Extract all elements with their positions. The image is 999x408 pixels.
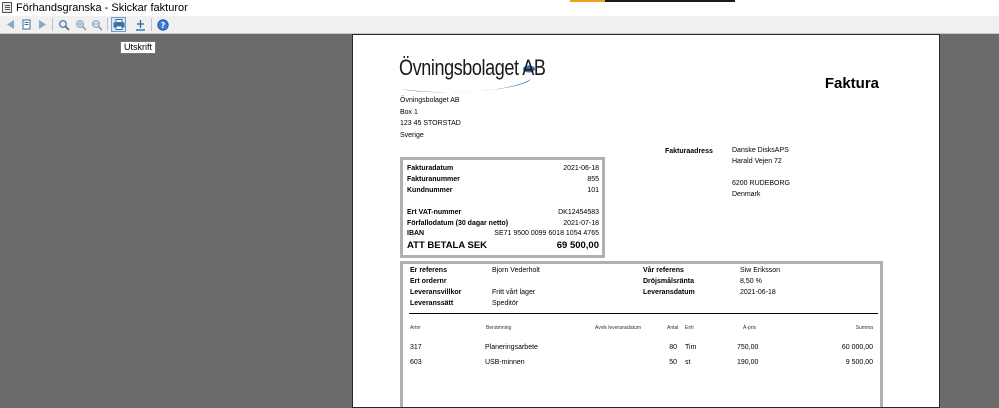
ref-label: Leveransdatum [643,289,695,296]
ref-label: Er referens [410,267,447,274]
window-title: Förhandsgranska - Skickar fakturor [16,2,188,14]
info-value: DK12454583 [558,209,599,216]
ref-value: Siw Eriksson [740,267,781,274]
total-label: ATT BETALA SEK [407,240,488,251]
help-icon[interactable] [155,17,170,32]
document-icon [2,2,12,13]
line-artnr: 317 [410,344,422,351]
export-icon[interactable] [133,17,148,32]
toolbar-separator [107,18,108,31]
ref-label: Leveransvillkor [410,289,462,296]
info-row [407,165,599,175]
info-row [407,187,599,197]
ref-row [410,289,640,299]
ref-row [643,267,873,277]
next-page-icon[interactable] [35,17,50,32]
printer-icon[interactable] [111,17,126,32]
line-apris: 750,00 [737,344,759,351]
ref-row [643,289,873,299]
toolbar-separator [151,18,152,31]
ref-row [410,267,640,277]
total-row [407,240,599,253]
line-antal: 80 [669,344,677,351]
document-title: Faktura [824,75,879,92]
sender-line1: Box 1 [400,108,418,116]
column-header-summa: Summa [855,325,873,331]
title-bar [0,0,999,16]
column-header-avvik: Avvik leveransdatum [595,325,642,331]
info-value: 2021-07-18 [563,220,599,227]
sender-address [400,95,461,141]
info-value: SE71 9500 0099 6018 1054 4765 [494,230,599,237]
info-value: 855 [587,176,599,183]
total-value: 69 500,00 [556,240,599,251]
sender-country: Sverige [400,131,424,139]
title-accent-dark [605,0,735,2]
ref-value: Fritt vårt lager [492,289,536,296]
toolbar-separator [52,18,53,31]
invoice-info-box [400,157,605,258]
address-label: Fakturaadress [665,148,713,155]
svg-text:?: ? [160,20,165,30]
line-summa: 60 000,00 [841,344,873,351]
logo-text: Övningsbolaget AB [399,55,546,80]
info-label: Kundnummer [407,187,453,194]
zoom-in-icon[interactable] [73,17,88,32]
billing-address [732,145,790,200]
info-label: Fakturanummer [407,176,460,183]
title-accent [570,0,605,2]
divider [409,313,878,314]
line-artnr: 603 [410,359,422,366]
company-logo [399,55,546,95]
info-label: Förfallodatum (30 dagar netto) [407,220,509,227]
info-row [407,220,599,230]
info-row [407,230,599,240]
ref-label: Ert ordernr [410,278,447,285]
line-apris: 190,00 [737,359,759,366]
info-value: 2021-06-18 [563,165,599,172]
invoice-details-box [400,261,883,408]
ref-row [643,278,873,288]
ref-value: 8,50 % [740,278,762,285]
line-benamning: Planeringsarbete [485,344,538,351]
sender-name: Övningsbolaget AB [400,97,460,104]
ref-row [410,278,640,288]
sender-line2: 123 45 STORSTAD [400,120,461,127]
column-header-apris: À-pris [743,325,757,331]
address-country: Denmark [732,191,761,198]
info-row [407,176,599,186]
ref-value: Bjorn Vederholt [492,267,540,274]
previous-page-icon[interactable] [19,17,34,32]
column-header-artnr: Artnr [410,325,421,331]
column-header-enh: Enh [685,325,694,331]
line-enh: Tim [685,344,697,351]
info-label: IBAN [407,230,425,237]
ref-label: Dröjsmålsränta [643,278,694,285]
ref-value: 2021-06-18 [740,289,776,296]
ref-label: Vår referens [643,267,684,274]
info-value: 101 [587,187,599,194]
print-tooltip: Utskrift [120,41,156,54]
line-benamning: USB-minnen [485,359,525,366]
info-label: Fakturadatum [407,165,454,172]
info-label: Ert VAT-nummer [407,209,462,216]
column-header-benamning: Benämning [486,325,512,331]
ref-value: Speditör [492,300,519,307]
zoom-out-icon[interactable] [89,17,104,32]
magnifier-icon[interactable] [56,17,71,32]
ref-row [410,300,640,310]
first-page-icon[interactable] [3,17,18,32]
address-street: Harald Vejen 72 [732,158,782,165]
line-antal: 50 [669,359,677,366]
column-header-antal: Antal [667,325,679,331]
line-enh: st [685,359,691,366]
info-row [407,209,599,219]
invoice-page [352,34,940,408]
toolbar [0,16,999,34]
address-name: Danske DisksAPS [732,147,789,154]
address-city: 6200 RUDEBORG [732,180,790,187]
ref-label: Leveranssätt [410,300,454,307]
line-summa: 9 500,00 [845,359,873,366]
